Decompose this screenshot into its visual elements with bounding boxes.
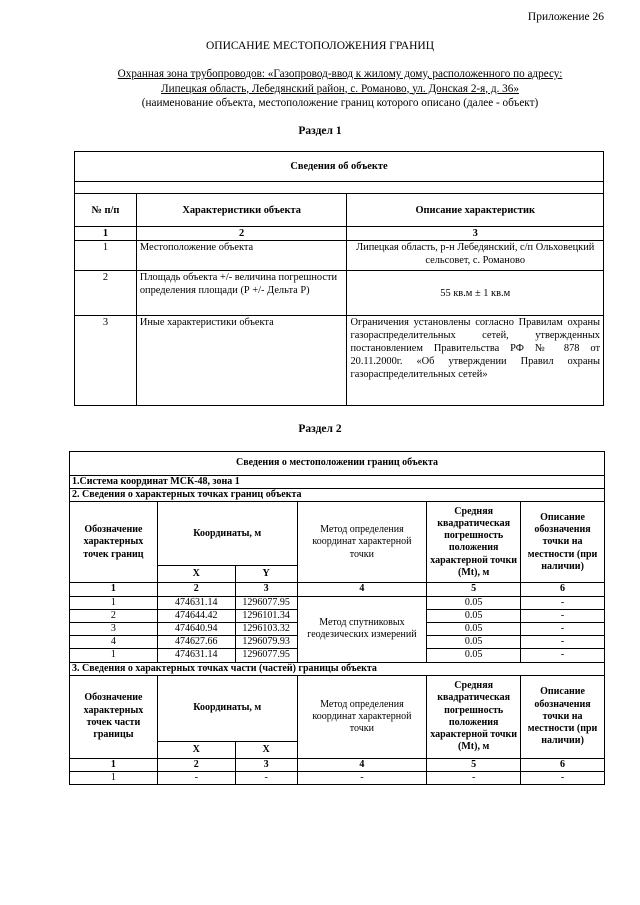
header-description: Описание обозначения точки на местности (при наличии) — [521, 502, 605, 583]
row-name: Иные характеристики объекта — [136, 316, 347, 406]
part-desc: - — [521, 772, 605, 785]
header-designation: Обозначение характерных точек границ — [70, 502, 158, 583]
appendix-label: Приложение 26 — [527, 11, 604, 23]
point-desc: - — [521, 623, 605, 636]
point-x: 474627.66 — [157, 636, 235, 649]
header-description: Описание характеристик — [347, 194, 604, 227]
points-title: 2. Сведения о характерных точках границ объекта — [70, 489, 605, 502]
row-value: Липецкая область, р-н Лебедянский, с/п Ольховецкий сельсовет, с. Романово — [347, 241, 604, 271]
part-y: - — [235, 772, 297, 785]
object-info-table — [74, 151, 604, 406]
row-value: 55 кв.м ± 1 кв.м — [347, 271, 604, 316]
parts-header-coords: Координаты, м — [157, 675, 297, 741]
header-error: Средняя квадратическая погрешность положения характерной точки (Mt), м — [427, 502, 521, 583]
spacer-row — [75, 182, 604, 194]
row-num: 2 — [75, 271, 137, 316]
parts-header-error: Средняя квадратическая погрешность положения характерной точки (Mt), м — [427, 675, 521, 758]
col-number: 6 — [521, 583, 605, 596]
point-y: 1296101.34 — [235, 609, 297, 622]
point-id: 4 — [70, 636, 158, 649]
parts-header-y: X — [235, 741, 297, 758]
table-title: Сведения о местоположении границ объекта — [70, 452, 605, 476]
parts-title: 3. Сведения о характерных точках части (частей) границы объекта — [70, 662, 605, 675]
table-row — [70, 772, 605, 785]
point-mt: 0.05 — [427, 636, 521, 649]
header-x: X — [157, 566, 235, 583]
col-number: 2 — [157, 758, 235, 771]
col-number: 3 — [235, 758, 297, 771]
point-desc: - — [521, 649, 605, 662]
col-number: 3 — [235, 583, 297, 596]
point-x: 474640.94 — [157, 623, 235, 636]
coord-system: 1.Система координат МСК-48, зона 1 — [70, 476, 605, 489]
table-row — [70, 596, 605, 609]
parts-header-method: Метод определения координат характерной точки — [297, 675, 427, 758]
part-id: 1 — [70, 772, 158, 785]
table-row — [75, 316, 604, 406]
point-y: 1296079.93 — [235, 636, 297, 649]
point-id: 1 — [70, 596, 158, 609]
header-characteristic: Характеристики объекта — [136, 194, 347, 227]
col-number: 4 — [297, 758, 427, 771]
part-mt: - — [427, 772, 521, 785]
document-title: ОПИСАНИЕ МЕСТОПОЛОЖЕНИЯ ГРАНИЦ — [205, 40, 435, 52]
col-number: 1 — [75, 227, 137, 241]
boundary-table — [69, 451, 605, 785]
point-method: Метод спутниковых геодезических измерений — [297, 596, 427, 662]
point-x: 474644.42 — [157, 609, 235, 622]
col-number: 2 — [157, 583, 235, 596]
part-x: - — [157, 772, 235, 785]
point-mt: 0.05 — [427, 623, 521, 636]
col-number: 2 — [136, 227, 347, 241]
object-subject — [70, 67, 610, 111]
parts-header-designation: Обозначение характерных точек части границы — [70, 675, 158, 758]
point-y: 1296077.95 — [235, 649, 297, 662]
col-number: 5 — [427, 758, 521, 771]
col-number: 3 — [347, 227, 604, 241]
row-value: Ограничения установлены согласно Правилам охраны газораспределительных сетей, утвержденных постановлением Правительства РФ № 878 от 20.11.2000г. «Об утверждении Правил охраны газораспределительных сетей» — [347, 316, 604, 406]
point-x: 474631.14 — [157, 596, 235, 609]
col-number: 4 — [297, 583, 427, 596]
parts-header-x: X — [157, 741, 235, 758]
section-2-heading: Раздел 2 — [298, 423, 342, 435]
row-name: Местоположение объекта — [136, 241, 347, 271]
point-x: 474631.14 — [157, 649, 235, 662]
point-y: 1296103.32 — [235, 623, 297, 636]
part-method: - — [297, 772, 427, 785]
point-y: 1296077.95 — [235, 596, 297, 609]
row-num: 3 — [75, 316, 137, 406]
table-row — [75, 241, 604, 271]
section-1-heading: Раздел 1 — [298, 125, 342, 137]
point-id: 3 — [70, 623, 158, 636]
point-desc: - — [521, 609, 605, 622]
header-method: Метод определения координат характерной точки — [297, 502, 427, 583]
header-coords: Координаты, м — [157, 502, 297, 566]
header-y: Y — [235, 566, 297, 583]
row-num: 1 — [75, 241, 137, 271]
point-mt: 0.05 — [427, 649, 521, 662]
row-name: Площадь объекта +/- величина погрешности определения площади (Р +/- Дельта Р) — [136, 271, 347, 316]
header-num: № п/п — [75, 194, 137, 227]
point-mt: 0.05 — [427, 596, 521, 609]
subject-note: (наименование объекта, местоположение границ которого описано (далее - объект) — [141, 97, 539, 109]
col-number: 5 — [427, 583, 521, 596]
subject-line-1: Охранная зона трубопроводов: «Газопровод-ввод к жилому дому, расположенного по адресу: — [117, 68, 563, 80]
point-id: 1 — [70, 649, 158, 662]
col-number: 1 — [70, 583, 158, 596]
parts-header-description: Описание обозначения точки на местности (при наличии) — [521, 675, 605, 758]
point-id: 2 — [70, 609, 158, 622]
subject-line-2: Липецкая область, Лебедянский район, с. Романово, ул. Донская 2-я, д. 36» — [161, 82, 519, 95]
point-mt: 0.05 — [427, 609, 521, 622]
point-desc: - — [521, 636, 605, 649]
point-desc: - — [521, 596, 605, 609]
col-number: 6 — [521, 758, 605, 771]
col-number: 1 — [70, 758, 158, 771]
table-row — [75, 271, 604, 316]
table-title: Сведения об объекте — [75, 152, 604, 182]
